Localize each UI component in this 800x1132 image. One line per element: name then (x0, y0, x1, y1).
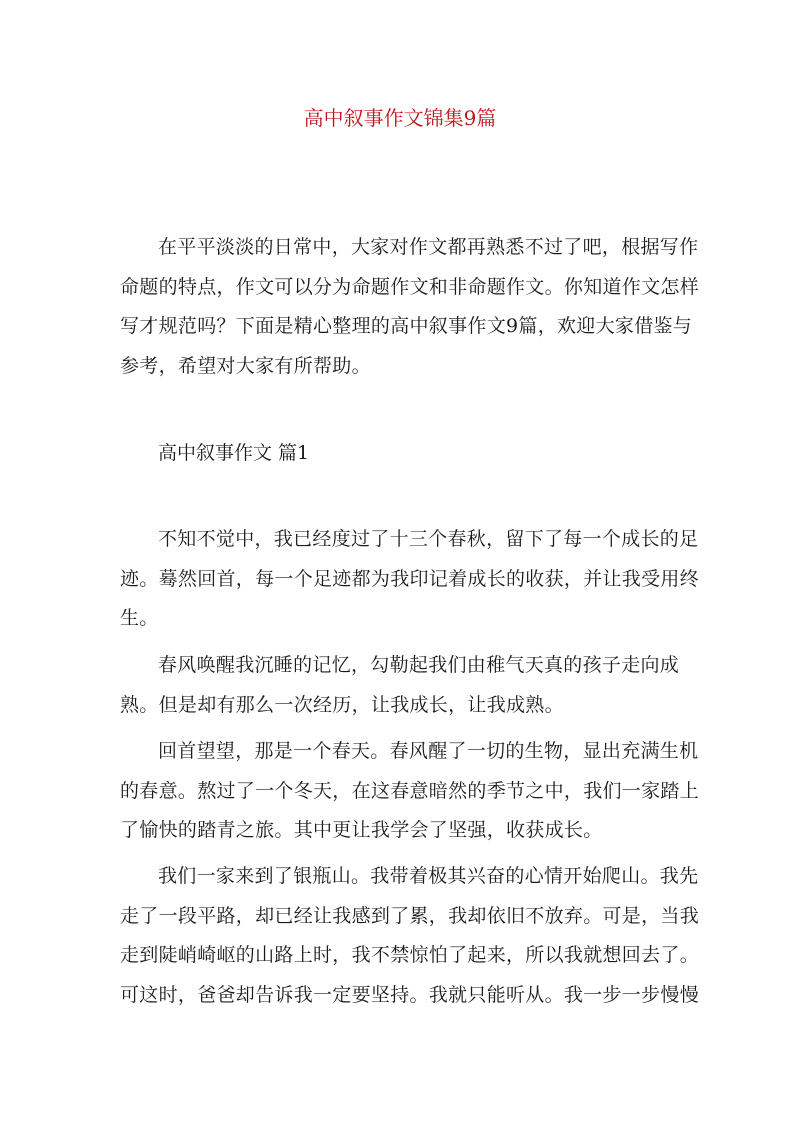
document-title: 高中叙事作文锦集9篇 (303, 106, 497, 130)
body-paragraph-1: 不知不觉中，我已经度过了十三个春秋，留下了每一个成长的足迹。蓦然回首，每一个足迹都为我印记着成长的收获，并让我受用终生。 (120, 528, 700, 629)
section-heading: 高中叙事作文 篇1 (158, 442, 310, 464)
intro-paragraph: 在平平淡淡的日常中，大家对作文都再熟悉不过了吧，根据写作命题的特点，作文可以分为命题作文和非命题作文。你知道作文怎样写才规范吗？下面是精心整理的高中叙事作文9篇，欢迎大家借鉴与参考，希望对大家有所帮助。 (120, 236, 700, 377)
body-paragraph-2: 春风唤醒我沉睡的记忆，勾勒起我们由稚气天真的孩子走向成熟。但是却有那么一次经历，让我成长，让我成熟。 (120, 654, 680, 716)
body-paragraph-4: 我们一家来到了银瓶山。我带着极其兴奋的心情开始爬山。我先走了一段平路，却已经让我感到了累，我却依旧不放弃。可是，当我走到陡峭崎岖的山路上时，我不禁惊怕了起来，所以我就想回去了。可这时，爸爸却告诉我一定要坚持。我就只能听从。我一步一步慢慢 (120, 865, 700, 1006)
body-paragraph-3: 回首望望，那是一个春天。春风醒了一切的生物，显出充满生机的春意。熬过了一个冬天，在这春意暗然的季节之中，我们一家踏上了愉快的踏青之旅。其中更让我学会了坚强，收获成长。 (120, 740, 700, 841)
